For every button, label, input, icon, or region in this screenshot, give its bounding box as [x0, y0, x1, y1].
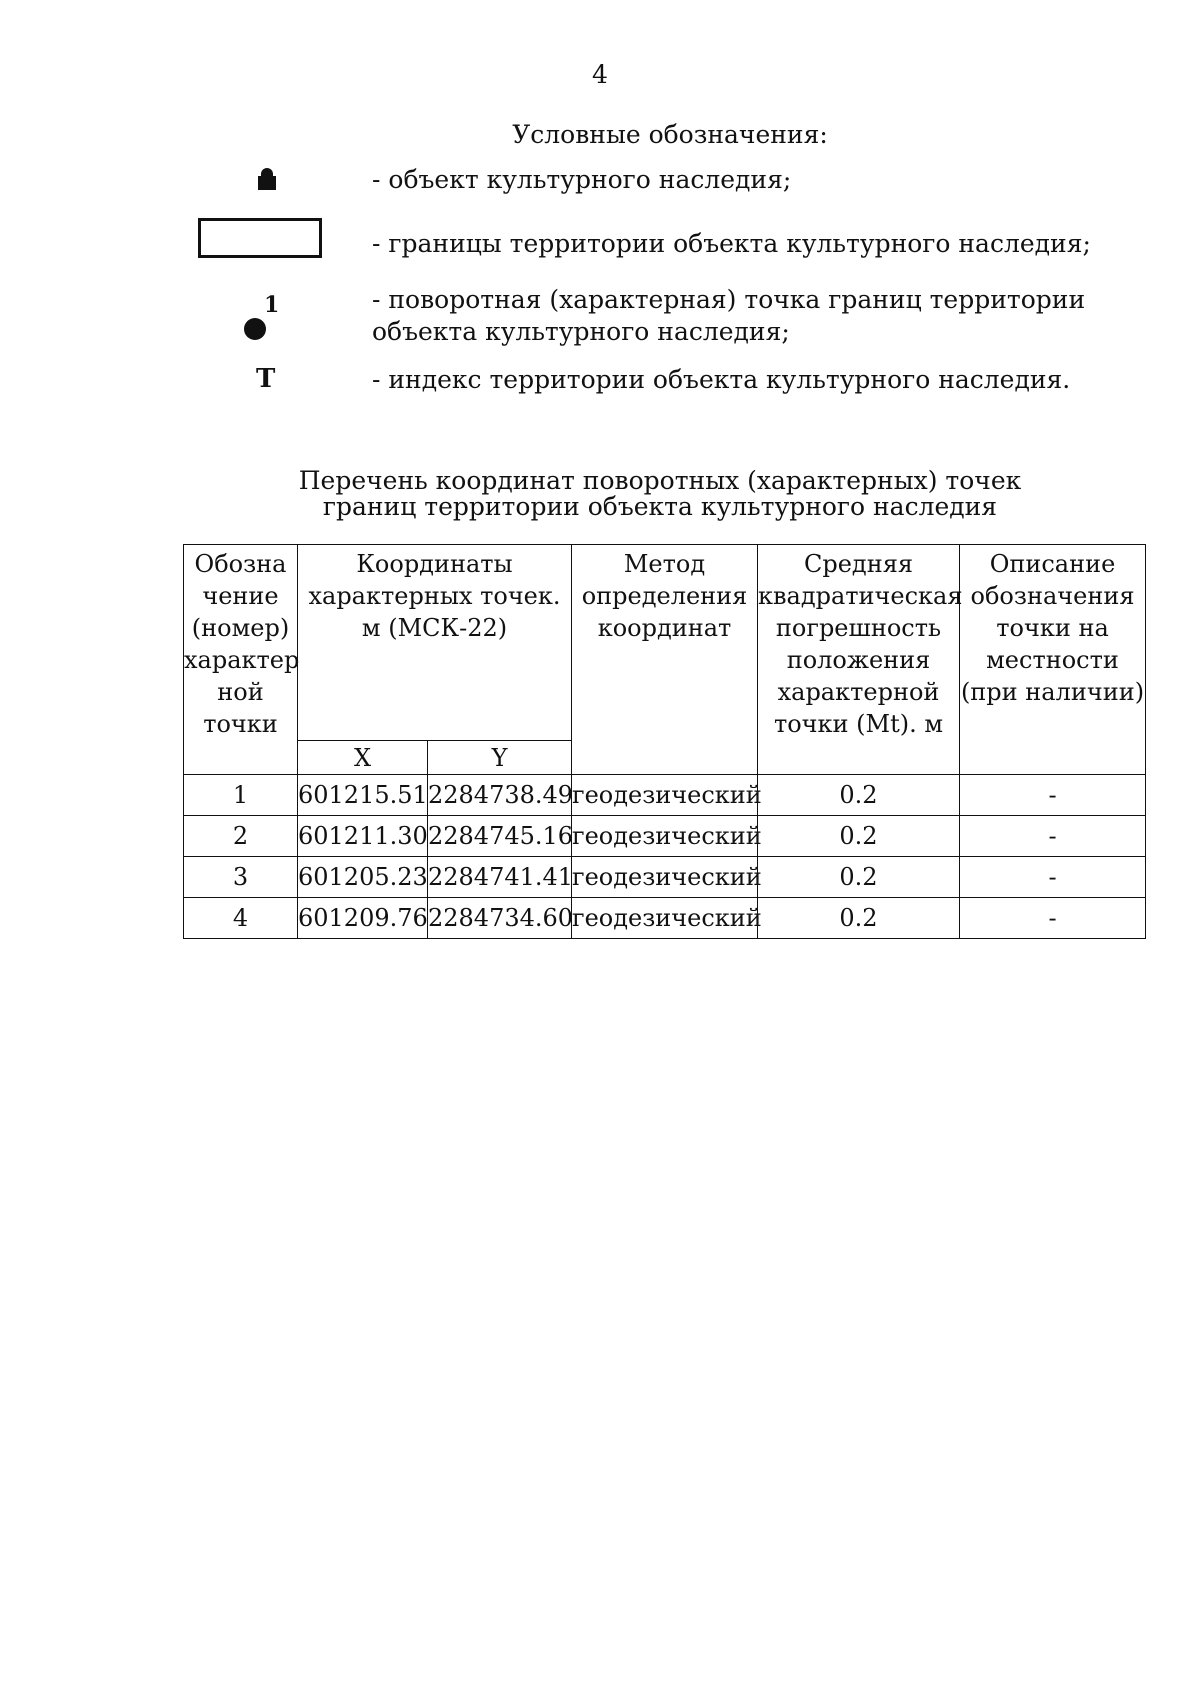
- legend-item-text: - поворотная (характерная) точка границ территории объекта культурного наследия;: [372, 285, 1086, 346]
- cell-num: 4: [184, 898, 298, 939]
- point-dot-icon: [244, 292, 284, 344]
- cell-y: 2284734.60: [428, 898, 572, 939]
- list-title-line-2: границ территории объекта культурного наследия: [322, 492, 998, 521]
- cell-method: геодезический: [572, 857, 758, 898]
- cell-y: 2284741.41: [428, 857, 572, 898]
- cell-error: 0.2: [758, 857, 960, 898]
- cell-x: 601215.51: [298, 775, 428, 816]
- cell-num: 2: [184, 816, 298, 857]
- header-error: Средняя квадратическая погрешность положения характерной точки (Mt). м: [758, 545, 960, 775]
- header-designation: Обозна чение (номер) характер ной точки: [184, 545, 298, 775]
- legend-item-text: - индекс территории объекта культурного наследия.: [372, 365, 1071, 394]
- cell-desc: -: [960, 857, 1146, 898]
- table-header-row: [184, 545, 1146, 741]
- table-row: [184, 898, 1146, 939]
- cell-y: 2284745.16: [428, 816, 572, 857]
- legend-item-text: - объект культурного наследия;: [372, 165, 792, 194]
- point-number-label: 1: [264, 292, 280, 318]
- cell-method: геодезический: [572, 898, 758, 939]
- header-x: X: [298, 741, 428, 775]
- header-method: Метод определения координат: [572, 545, 758, 775]
- cell-desc: -: [960, 775, 1146, 816]
- cell-error: 0.2: [758, 816, 960, 857]
- cell-num: 1: [184, 775, 298, 816]
- cell-x: 601211.30: [298, 816, 428, 857]
- index-letter-icon: Т: [256, 364, 276, 394]
- table-row: [184, 816, 1146, 857]
- legend-title: Условные обозначения:: [512, 120, 828, 149]
- cell-num: 3: [184, 857, 298, 898]
- monument-icon: [258, 168, 276, 190]
- table-row: [184, 857, 1146, 898]
- header-description: Описание обозначения точки на местности (при наличии): [960, 545, 1146, 775]
- cell-error: 0.2: [758, 898, 960, 939]
- cell-error: 0.2: [758, 775, 960, 816]
- cell-x: 601209.76: [298, 898, 428, 939]
- cell-desc: -: [960, 898, 1146, 939]
- coordinates-table: [183, 544, 1146, 939]
- coordinates-list-title: [0, 468, 1200, 520]
- table-row: [184, 775, 1146, 816]
- header-coordinates: Координаты характерных точек. м (МСК-22): [298, 545, 572, 741]
- cell-x: 601205.23: [298, 857, 428, 898]
- list-title-line-1: Перечень координат поворотных (характерных) точек: [298, 466, 1022, 495]
- rectangle-border-icon: [198, 218, 322, 258]
- page-number: 4: [592, 60, 608, 89]
- cell-y: 2284738.49: [428, 775, 572, 816]
- header-y: Y: [428, 741, 572, 775]
- legend-item-text: - границы территории объекта культурного наследия;: [372, 229, 1091, 258]
- cell-desc: -: [960, 816, 1146, 857]
- cell-method: геодезический: [572, 775, 758, 816]
- cell-method: геодезический: [572, 816, 758, 857]
